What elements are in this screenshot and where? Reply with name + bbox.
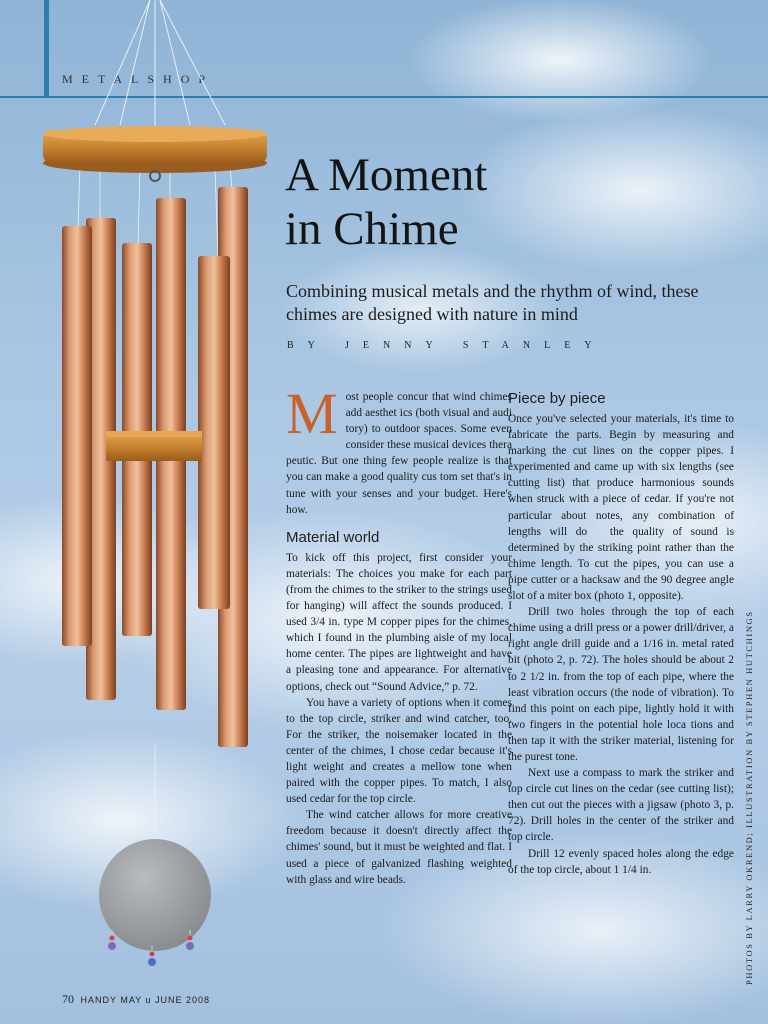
byline: BY JENNY STANLEY bbox=[287, 340, 606, 351]
paragraph: To kick off this project, first consider your materials: The choices you make for each part (from the chimes to the striker to the strings used for hanging) will affect the sounds produced. I used 3/4 in. type M copper pipes for the chimes, which I found in the plumbing aisle of my local home center. The pipes are lightweight and have a pleasing tone and appearance. For alternative options, check out “Sound Advice,” p. 72. bbox=[286, 551, 512, 693]
title-line-2: in Chime bbox=[285, 203, 459, 255]
article-deck: Combining musical metals and the rhythm of wind, these chimes are designed with nature in mind bbox=[286, 281, 699, 324]
wind-chime-illustration bbox=[0, 0, 290, 1000]
photo-credit: PHOTOS BY LARRY OKREND; ILLUSTRATION BY STEPHEN HUTCHINGS bbox=[744, 610, 754, 985]
text-column-right bbox=[508, 389, 734, 878]
dropcap: M bbox=[286, 381, 338, 446]
paragraph: Drill 12 evenly spaced holes along the edge of the top circle, about 1 1/4 in. bbox=[508, 847, 734, 876]
page-number: 70 bbox=[62, 992, 74, 1006]
subhead-piece-by-piece: Piece by piece bbox=[508, 390, 606, 407]
wind-catcher bbox=[99, 839, 211, 966]
section-label: METALSHOP bbox=[62, 72, 215, 86]
page-folio bbox=[62, 992, 210, 1007]
subhead-material-world: Material world bbox=[286, 528, 380, 546]
article-title bbox=[285, 148, 745, 256]
cedar-striker bbox=[106, 431, 202, 461]
cedar-top-circle bbox=[43, 126, 267, 181]
paragraph: Next use a compass to mark the striker and top circle cut lines on the cedar (see cutting list); then cut out the pieces with a jigsaw (photo 3, p. 72). Drill holes in the center of the striker and top circle. bbox=[508, 767, 734, 844]
paragraph: Drill two holes through the top of each chime using a drill press or a power drill/driver, a right angle drill guide and a 1/16 in. metal rated bit (photo 2, p. 72). The holes should be about 2 to 2 1/2 in. from the top of each pipe, where the least vibration occurs (the node of vibration). To find this point on each pipe, lightly hold it with two fingers in the potential hole loca tions and then tap it with the striker material, listening for the purest tone. bbox=[508, 606, 734, 763]
text-column-left bbox=[286, 381, 512, 888]
copper-pipes bbox=[62, 187, 248, 747]
paragraph: You have a variety of options when it comes to the top circle, striker and wind catcher, too. For the striker, the noisemaker located in the center of the chimes, I chose cedar because it's light weight and creates a mellow tone when paired with the copper pipes. To match, I also used cedar for the top circle. bbox=[286, 696, 512, 806]
intro-paragraph: ost people concur that wind chimes add aesthet ics (both visual and audi tory) to outdoor spaces. Some even consider these musical devices thera peutic. But one thing few people realize is that you can make a good quality cus tom set that's in tune with your senses and your budget. Here's how. bbox=[286, 391, 512, 516]
paragraph: The wind catcher allows for more creative freedom because it doesn't directly affect the chimes' sound, but it must be weighted and flat. I used a piece of galvanized flashing weighted with glass and wire beads. bbox=[286, 809, 512, 886]
publication-line: HANDY MAY u JUNE 2008 bbox=[80, 995, 211, 1005]
title-line-1: A Moment bbox=[285, 149, 488, 201]
paragraph: Once you've selected your materials, it's time to fabricate the parts. Begin by measuring and marking the cut lines on the copper pipes. I experimented and came up with six lengths (see cutting list) that produce harmonious sounds when struck with a piece of cedar. If you're not particular about notes, any combination of lengths will do the quality of sound is determined by the striking point rather than the chime length. To cut the pipes, you can use a pipe cutter or a hacksaw and the 90 degree angle slot of a miter box (photo 1, opposite). bbox=[508, 413, 734, 603]
